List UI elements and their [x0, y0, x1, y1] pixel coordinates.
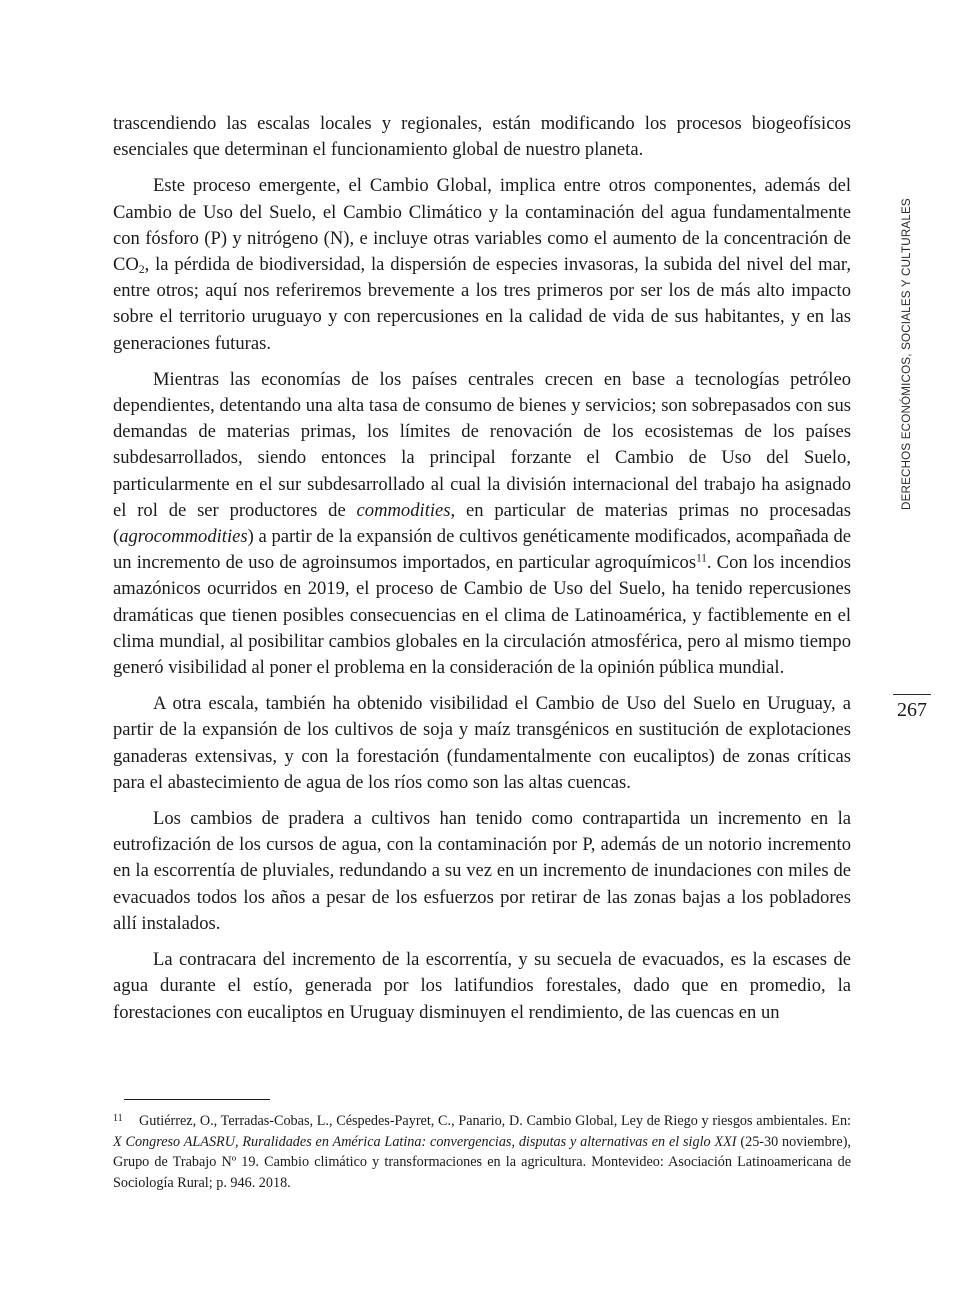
- paragraph-1: trascendiendo las escalas locales y regionales, están modificando los procesos biogeofísicos esenciales que determinan el funcionamiento global de nuestro planeta.: [113, 113, 851, 161]
- footnote: [113, 1109, 851, 1193]
- footnote-ref[interactable]: 11: [696, 552, 707, 565]
- running-head: [900, 198, 922, 830]
- paragraph-2: [113, 173, 851, 356]
- body-text: [113, 111, 851, 1036]
- paragraph-2-text: Este proceso emergente, el Cambio Global, implica entre otros componentes, además del Cambio de Uso del Suelo, el Cambio Climático y la contaminación del agua fundamentalmente con fósforo (P) y nitrógeno (N), e incluye otras variables como el aumento de la concentración de CO: [113, 175, 851, 276]
- italic-term-commodities: commodities: [356, 499, 451, 521]
- paragraph-2-text-cont: , la pérdida de biodiversidad, la dispersión de especies invasoras, la subida del nivel del mar, entre otros; aquí nos referiremos brevemente a los tres primeros por ser los de más alto impacto sobre el territorio uruguayo y con repercusiones en la calidad de vida de sus habitantes, y en las generaciones futuras.: [113, 254, 851, 354]
- paragraph-6: La contracara del incremento de la escorrentía, y su secuela de evacuados, es la escases de agua durante el estío, generada por los latifundios forestales, dado que en promedio, la forestaciones con eucaliptos en Uruguay disminuyen el rendimiento, de las cuencas en un: [113, 949, 851, 1023]
- co2-subscript: 2: [138, 263, 145, 276]
- page-number: 267: [897, 699, 927, 721]
- page-number-rule: [893, 694, 931, 695]
- footnote-divider: [124, 1099, 270, 1100]
- paragraph-3-text: Mientras las economías de los países centrales crecen en base a tecnologías petróleo dependientes, detentando una alta tasa de consumo de bienes y servicios; son sobrepasados con sus demandas de materias primas, los límites de renovación de los ecosistemas de los países subdesarrollados, siendo entonces la principal forzante el Cambio de Uso del Suelo, particularmente en el sur subdesarrollado al cual la división internacional del trabajo ha asignado el rol de ser productores de: [113, 368, 851, 521]
- paragraph-3: [113, 367, 851, 681]
- paragraph-3-text-cont2: ) a partir de la expansión de cultivos genéticamente modificados, acompañada de un incremento de uso de agroinsumos importados, en particular agroquímicos: [113, 526, 851, 574]
- paragraph-4: A otra escala, también ha obtenido visibilidad el Cambio de Uso del Suelo en Uruguay, a partir de la expansión de los cultivos de soja y maíz transgénicos en sustitución de explotaciones ganaderas extensivas, y con la forestación (fundamentalmente con eucaliptos) de zonas críticas para el abastecimiento de agua de los ríos como son las altas cuencas.: [113, 693, 851, 793]
- paragraph-5: Los cambios de pradera a cultivos han tenido como contrapartida un incremento en la eutrofización de los cursos de agua, con la contaminación por P, además de un notorio incremento en la escorrentía de pluviales, redundando a su vez en un incremento de inundaciones con miles de evacuados todos los años a pesar de los esfuerzos por retirar de las zonas bajas a los pobladores allí instalados.: [113, 808, 851, 934]
- italic-term-agrocommodities: agrocommodities: [119, 526, 248, 548]
- footnote-text-cont: (25-30 noviembre), Grupo de Trabajo Nº 19. Cambio climático y transformaciones en la agricultura. Montevideo: Asociación Latinoamericana de Sociología Rural; p. 946. 2018.: [113, 1133, 851, 1191]
- footnote-number: 11: [113, 1113, 123, 1124]
- footnote-italic-title: X Congreso ALASRU, Ruralidades en América Latina: convergencias, disputas y alternativas en el siglo XXI: [113, 1133, 737, 1150]
- paragraph-3-text-cont: , en particular de materias primas no procesadas (: [113, 499, 851, 548]
- paragraph-3-text-cont3: . Con los incendios amazónicos ocurridos en 2019, el proceso de Cambio de Uso del Suelo, ha tenido repercusiones dramáticas que tienen posibles consecuencias en el clima de Latinoamérica, y factiblemente en el clima mundial, al posibilitar cambios globales en la circulación atmosférica, pero al mismo tiempo generó visibilidad al poner el problema en la consideración de la opinión pública mundial.: [113, 552, 851, 679]
- running-head-text: DERECHOS ECONÓMICOS, SOCIALES Y CULTURALES: [900, 198, 913, 510]
- footnote-text: Gutiérrez, O., Terradas-Cobas, L., Céspedes-Payret, C., Panario, D. Cambio Global, Ley de Riego y riesgos ambientales. En:: [139, 1113, 851, 1129]
